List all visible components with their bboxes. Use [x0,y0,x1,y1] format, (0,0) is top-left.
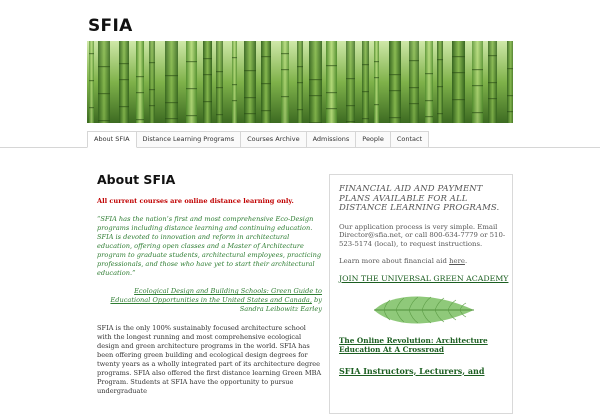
attribution-source: Ecological Design and Building Schools: Green Guide to Educational Opportunities in the United States and Canada, [110,287,322,304]
about-body-text: SFIA is the only 100% sustainably focused architecture school with the longest running and most comprehensive ecological design and green architecture programs in the world. SFIA has been offering green building and ecological design degrees for twenty years as a wholly integrated part of its architecture degree programs. SFIA also offered the first distance learning Green MBA Program. Students at SFIA have the opportunity to pursue undergraduate [97,324,322,395]
online-notice: All current courses are online distance learning only. [97,197,294,205]
sidebar [329,174,513,414]
nav-admissions[interactable]: Admissions [307,131,357,148]
financial-aid-heading: FINANCIAL AID AND PAYMENT PLANS AVAILABLE FOR ALL DISTANCE LEARNING PROGRAMS. [339,184,500,213]
main-content [97,172,322,396]
financial-aid-suffix: . [464,257,468,266]
nav-contact[interactable]: Contact [391,131,429,148]
nav-distance-learning-programs[interactable]: Distance Learning Programs [137,131,242,148]
banner-image [87,41,513,123]
financial-aid-prefix: Learn more about financial aid [339,257,450,266]
page-title: About SFIA [97,172,176,187]
quote-attribution [97,287,322,314]
nav-about-sfia[interactable]: About SFIA [87,131,137,148]
online-revolution-article-link[interactable]: The Online Revolution: Architecture Education At A Crossroad [339,336,488,355]
financial-aid-link[interactable]: here [449,257,465,266]
nav-courses-archive[interactable]: Courses Archive [241,131,306,148]
site-title[interactable]: SFIA [88,16,133,36]
nav-people[interactable]: People [356,131,391,148]
main-nav [87,131,429,147]
attribution-author: by Sandra Leibowitz Earley [239,296,322,313]
universal-green-academy-link[interactable]: JOIN THE UNIVERSAL GREEN ACADEMY [339,273,509,283]
application-text: Our application process is very simple. Email Director@sfia.net, or call 800-634-7779 or 510-523-5174 (local), to request instructions. [339,222,506,248]
leaf-icon [372,295,476,325]
featured-quote: “SFIA has the nation’s first and most comprehensive Eco-Design programs including distance learning and continuing education. SFIA is devoted to innovation and reform in architectural education, offering open classes and a Master of Architecture program to graduate students, architectural employees, practicing professionals, and those who have yet to start their architectural education.” [97,215,322,277]
financial-aid-text [339,257,509,266]
instructors-link[interactable]: SFIA Instructors, Lecturers, and [339,365,485,376]
